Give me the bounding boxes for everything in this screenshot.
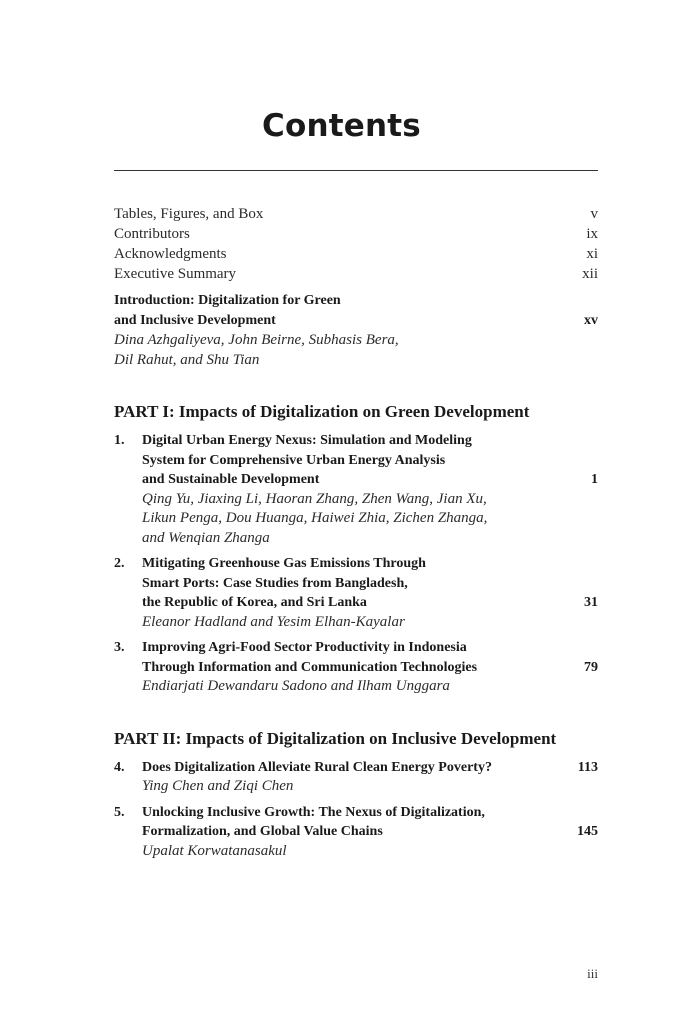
chapter-body [142, 638, 598, 697]
chapter-title-line: Mitigating Greenhouse Gas Emissions Through [142, 556, 426, 571]
table-of-contents [114, 204, 598, 867]
toc-entry-executive-summary[interactable] [114, 264, 598, 284]
toc-entry-page: xii [582, 266, 598, 282]
toc-entry-title: Executive Summary [114, 266, 237, 282]
chapter-number: 5. [114, 804, 125, 820]
chapter-title-line: Through Information and Communication Technologies [142, 659, 478, 675]
chapter-page: 145 [577, 824, 598, 839]
chapter-number: 3. [114, 640, 125, 655]
chapter-title-row [142, 593, 598, 613]
toc-entry-page: v [590, 206, 598, 222]
intro-title-row [114, 311, 598, 331]
toc-entry-page: ix [586, 226, 598, 242]
chapter-title-line: Improving Agri-Food Sector Productivity in Indonesia [142, 640, 467, 655]
chapter-page: 1 [591, 472, 598, 487]
chapter-title-line: and Sustainable Development [142, 472, 320, 487]
chapter-authors-line: Ying Chen and Ziqi Chen [142, 778, 294, 794]
chapter-title-line: Smart Ports: Case Studies from Bangladesh, [142, 575, 408, 591]
chapter-authors-line: and Wenqian Zhanga [142, 529, 270, 546]
toc-entry-page: xv [584, 313, 598, 328]
toc-chapter-5[interactable] [114, 803, 598, 862]
toc-entry-title: Acknowledgments [114, 246, 227, 262]
intro-title-line: and Inclusive Development [114, 313, 276, 328]
chapter-title-line: Does Digitalization Alleviate Rural Clean Energy Poverty? [142, 759, 492, 775]
intro-title-line: Introduction: Digitalization for Green [114, 293, 341, 308]
toc-entry-contributors[interactable] [114, 224, 598, 244]
toc-entry-page: xi [586, 246, 598, 262]
chapter-title-row [142, 758, 598, 778]
chapter-page: 79 [584, 659, 598, 675]
toc-entry-tables-figures[interactable] [114, 204, 598, 224]
page-number: iii [587, 966, 598, 981]
toc-entry-title: Tables, Figures, and Box [114, 206, 264, 222]
chapter-number: 1. [114, 433, 125, 448]
page-title: Contents [262, 108, 421, 144]
toc-chapter-1[interactable] [114, 431, 598, 548]
toc-chapter-4[interactable] [114, 758, 598, 797]
chapter-title-line: the Republic of Korea, and Sri Lanka [142, 595, 367, 610]
front-matter-list [114, 204, 598, 284]
toc-entry-title: Contributors [114, 226, 190, 242]
chapter-title-line: Formalization, and Global Value Chains [142, 824, 383, 839]
chapter-body [142, 554, 598, 632]
toc-entry-introduction[interactable] [114, 291, 598, 370]
toc-chapter-3[interactable] [114, 638, 598, 697]
chapter-number: 4. [114, 759, 125, 775]
chapter-body [142, 803, 598, 862]
intro-authors-line: Dina Azhgaliyeva, John Beirne, Subhasis Bera, [114, 332, 399, 348]
toc-entry-acknowledgments[interactable] [114, 244, 598, 264]
chapter-title-row [142, 470, 598, 490]
chapter-number: 2. [114, 556, 125, 571]
chapter-authors-line: Upalat Korwatanasakul [142, 842, 287, 859]
chapter-authors-line: Eleanor Hadland and Yesim Elhan-Kayalar [142, 613, 405, 630]
part-heading: PART II: Impacts of Digitalization on Inclusive Development [114, 728, 557, 748]
chapter-authors-line: Likun Penga, Dou Huanga, Haiwei Zhia, Zichen Zhanga, [142, 510, 488, 526]
chapter-title-line: System for Comprehensive Urban Energy Analysis [142, 452, 446, 468]
chapter-page: 31 [584, 595, 598, 610]
part-heading: PART I: Impacts of Digitalization on Green Development [114, 402, 530, 421]
chapter-page: 113 [577, 759, 598, 775]
title-divider [114, 170, 598, 171]
chapter-body [142, 431, 598, 548]
toc-chapter-2[interactable] [114, 554, 598, 632]
chapter-title-line: Unlocking Inclusive Growth: The Nexus of Digitalization, [142, 804, 485, 820]
chapter-title-row [142, 658, 598, 678]
chapter-authors-line: Endiarjati Dewandaru Sadono and Ilham Unggara [142, 678, 450, 694]
chapter-title-row [142, 822, 598, 842]
chapter-authors-line: Qing Yu, Jiaxing Li, Haoran Zhang, Zhen Wang, Jian Xu, [142, 490, 487, 507]
chapter-title-line: Digital Urban Energy Nexus: Simulation and Modeling [142, 433, 472, 448]
chapter-body [142, 758, 598, 797]
intro-authors-line: Dil Rahut, and Shu Tian [114, 351, 260, 368]
